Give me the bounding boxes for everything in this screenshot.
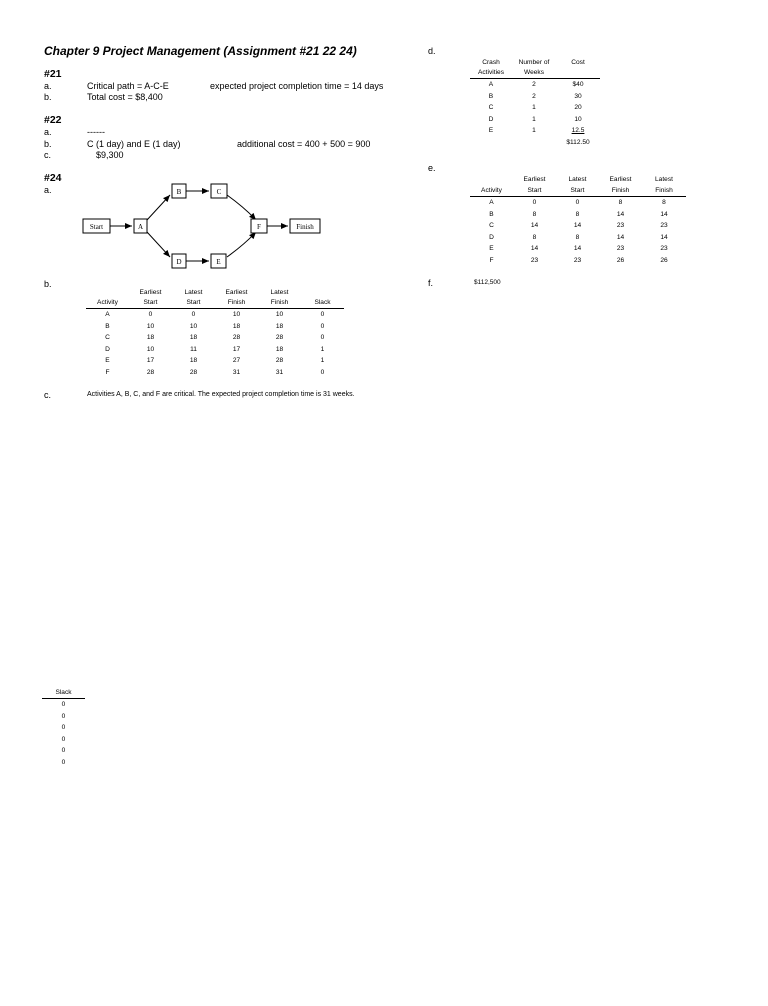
table-row [86, 332, 344, 344]
table-cell: 18 [232, 322, 241, 330]
table-cell: 18 [275, 345, 284, 353]
table-cell: E [488, 127, 494, 135]
table-cell: 14 [530, 222, 539, 230]
table-row [470, 114, 600, 126]
b-header-cell: Earliest [225, 289, 248, 296]
crash-total: $112.50 [566, 138, 590, 146]
q21-heading: #21 [44, 68, 62, 80]
svg-text:A: A [137, 223, 144, 231]
table-cell: 31 [232, 368, 241, 376]
q24-a-label: a. [44, 185, 52, 195]
table-cell: A [489, 199, 494, 206]
table-row [470, 255, 686, 267]
b-header-cell [301, 288, 344, 298]
q24-d-label: d. [428, 46, 436, 56]
node-f [251, 219, 267, 233]
table-cell: 1 [532, 104, 536, 112]
table-cell: 8 [575, 233, 580, 241]
table-cell: 17 [146, 357, 155, 365]
table-cell: 0 [320, 311, 325, 318]
table-cell: 20 [574, 104, 582, 112]
table-cell: B [105, 322, 110, 330]
d-header-cell [556, 68, 600, 79]
table-cell: F [489, 256, 494, 264]
table-cell: 8 [532, 233, 537, 241]
table-cell: 10 [232, 311, 241, 318]
table-cell: 18 [189, 334, 198, 342]
svg-text:B: B [176, 188, 182, 196]
d-crash-table [470, 58, 600, 149]
table-cell: 26 [616, 256, 625, 264]
table-cell: 1 [320, 345, 325, 353]
table-cell: 23 [616, 245, 625, 253]
q22-b-label: b. [44, 139, 52, 149]
table-row [470, 209, 686, 221]
table-row [470, 232, 686, 244]
edge-a-b [147, 195, 170, 220]
q22-a-text: ------ [87, 127, 105, 137]
table-row [86, 321, 344, 333]
table-cell: 18 [275, 322, 284, 330]
table-row [42, 711, 85, 723]
e-header-cell: Earliest [523, 175, 546, 183]
e-table-header-bottom [470, 186, 686, 197]
table-cell: 1 [532, 115, 536, 123]
q22-c-text: $9,300 [96, 150, 124, 160]
b-header-cell: Activity [86, 298, 129, 309]
table-cell: C [488, 104, 494, 112]
q24-c-text: Activities A, B, C, and F are critical. The expected project completion time is 31 weeks. [87, 391, 355, 398]
table-cell: 28 [232, 334, 241, 342]
node-start [83, 219, 110, 233]
table-row [470, 243, 686, 255]
b-header-cell: Start [129, 298, 172, 309]
b-header-cell: Finish [258, 298, 301, 309]
svg-text:F: F [257, 223, 261, 231]
q21-b-label: b. [44, 92, 52, 102]
svg-text:D: D [176, 258, 182, 266]
table-row [86, 367, 344, 379]
node-d [172, 254, 186, 268]
table-cell: $40 [572, 81, 584, 88]
b-header-cell: Start [172, 298, 215, 309]
b-header-cell: Latest [184, 289, 203, 296]
d-header-cell: Number of [518, 59, 550, 66]
table-cell: 23 [616, 222, 625, 230]
svg-text:Start: Start [89, 223, 104, 231]
table-cell: B [489, 210, 494, 218]
table-cell: 0 [61, 724, 66, 732]
table-cell: 23 [530, 256, 539, 264]
q24-heading: #24 [44, 172, 62, 184]
table-cell: 2 [532, 92, 536, 100]
table-cell: 8 [575, 210, 580, 218]
table-cell: D [105, 345, 110, 353]
e-header-cell: Latest [568, 175, 587, 183]
table-cell: F [105, 368, 110, 376]
e-header-cell: Start [556, 186, 599, 197]
table-cell: 0 [532, 199, 537, 206]
table-row [470, 79, 600, 91]
table-row [42, 757, 85, 769]
b-table-header-top [86, 288, 344, 298]
e-header-cell: Finish [599, 186, 642, 197]
table-cell: 1 [320, 357, 325, 365]
q24-f-label: f. [428, 278, 434, 288]
table-cell: 0 [61, 701, 66, 708]
table-cell: 14 [660, 233, 668, 241]
table-cell: D [489, 233, 494, 241]
table-cell: 18 [189, 357, 198, 365]
total-row [470, 137, 600, 149]
slack-column-table [42, 688, 85, 769]
q24-b-label: b. [44, 279, 52, 289]
table-row [42, 699, 85, 711]
table-cell: E [105, 357, 110, 365]
table-cell: 23 [660, 222, 668, 230]
table-cell: 8 [662, 199, 666, 206]
d-table-header-bottom [470, 68, 600, 79]
table-cell: 0 [148, 311, 153, 318]
table-cell: 0 [61, 735, 66, 743]
table-cell: 0 [61, 758, 66, 766]
table-cell: 14 [530, 245, 539, 253]
table-cell: 0 [320, 368, 325, 376]
table-row [42, 734, 85, 746]
node-e [211, 254, 226, 268]
node-c [211, 184, 227, 198]
table-cell: 11 [190, 345, 197, 353]
table-cell: 18 [146, 334, 155, 342]
d-header-cell: Cost [571, 59, 585, 66]
table-row [86, 355, 344, 367]
table-cell: D [488, 115, 494, 123]
edge-e-f [227, 232, 256, 257]
svg-text:E: E [216, 258, 221, 266]
b-header-cell: Earliest [139, 289, 162, 296]
node-b [172, 184, 186, 198]
table-cell: C [489, 222, 494, 230]
table-cell: 0 [61, 712, 66, 720]
table-cell: E [489, 245, 494, 253]
table-cell: 30 [574, 92, 582, 100]
table-cell: 14 [660, 210, 668, 218]
table-cell: 12.5 [571, 127, 585, 135]
table-cell: 14 [616, 210, 625, 218]
q21-b-text: Total cost = $8,400 [87, 92, 163, 102]
slack-header: Slack [42, 688, 85, 699]
table-cell: 26 [660, 256, 668, 264]
b-table-header-bottom [86, 298, 344, 309]
d-table-header-top [470, 58, 600, 68]
table-cell: 10 [146, 322, 155, 330]
table-cell: 28 [275, 357, 284, 365]
q22-b-extra: additional cost = 400 + 500 = 900 [237, 139, 371, 149]
table-cell: 28 [189, 368, 198, 376]
d-header-cell: Crash [482, 59, 500, 66]
table-cell: 14 [573, 245, 582, 253]
table-cell: A [488, 81, 494, 88]
table-cell: 0 [320, 322, 325, 330]
table-cell: 10 [189, 322, 198, 330]
q21-a-label: a. [44, 81, 52, 91]
q22-a-label: a. [44, 127, 52, 137]
edge-c-f [227, 195, 256, 220]
table-row [470, 220, 686, 232]
b-header-cell: Slack [301, 298, 344, 309]
table-row [470, 91, 600, 103]
q22-heading: #22 [44, 114, 62, 126]
table-cell: 14 [616, 233, 625, 241]
table-cell: 0 [575, 199, 580, 206]
table-row [470, 125, 600, 137]
edge-a-d [147, 232, 170, 257]
e-header-cell: Activity [470, 186, 513, 197]
table-cell: 28 [146, 368, 155, 376]
b-header-cell: Finish [215, 298, 258, 309]
b-header-cell [86, 288, 129, 298]
table-cell: 17 [232, 345, 241, 353]
e-table-header-top [470, 173, 686, 186]
b-header-cell: Latest [270, 289, 289, 296]
table-cell: 8 [618, 199, 623, 206]
table-cell: 10 [146, 345, 155, 353]
table-row [470, 197, 686, 209]
e-header-cell: Earliest [609, 175, 632, 183]
table-cell: 14 [573, 222, 582, 230]
e-header-cell: Latest [655, 175, 673, 183]
table-cell: 1 [532, 127, 536, 135]
table-cell: C [105, 334, 110, 342]
table-cell: 10 [275, 311, 284, 318]
node-finish [290, 219, 320, 233]
table-cell: 10 [574, 115, 582, 123]
q21-a-text: Critical path = A-C-E [87, 81, 169, 91]
table-cell: 23 [573, 256, 582, 264]
b-schedule-table [86, 288, 344, 379]
table-cell: 0 [61, 747, 66, 755]
table-row [86, 344, 344, 356]
table-cell: 0 [320, 334, 325, 342]
table-cell: 8 [532, 210, 537, 218]
table-cell: 0 [191, 311, 196, 318]
table-cell: 27 [232, 357, 241, 365]
table-cell: 31 [275, 368, 284, 376]
svg-text:C: C [216, 188, 222, 196]
e-schedule-table [470, 173, 686, 267]
table-row [470, 102, 600, 114]
q24-c-label: c. [44, 390, 52, 400]
table-cell: B [488, 92, 494, 100]
table-cell: 28 [275, 334, 284, 342]
q24-e-label: e. [428, 163, 436, 173]
node-a [134, 219, 147, 233]
svg-text:Finish: Finish [296, 223, 314, 231]
d-header-cell: Weeks [512, 68, 556, 79]
e-header-cell [470, 173, 513, 186]
table-row [86, 309, 344, 321]
table-row [42, 722, 85, 734]
page-title: Chapter 9 Project Management (Assignment #21 22 24) [44, 44, 357, 58]
e-header-cell: Finish [642, 186, 686, 197]
q21-a-extra: expected project completion time = 14 days [210, 81, 384, 91]
table-cell: 23 [660, 245, 668, 253]
q24-f-text: $112,500 [474, 279, 501, 286]
table-row [42, 745, 85, 757]
e-header-cell: Start [513, 186, 556, 197]
project-network-diagram [80, 180, 330, 270]
q22-c-label: c. [44, 150, 52, 160]
table-cell: A [105, 311, 110, 318]
d-header-cell: Activities [470, 68, 512, 79]
slack-header-row [42, 688, 85, 699]
q22-b-text: C (1 day) and E (1 day) [87, 139, 181, 149]
table-cell: 2 [532, 81, 536, 88]
